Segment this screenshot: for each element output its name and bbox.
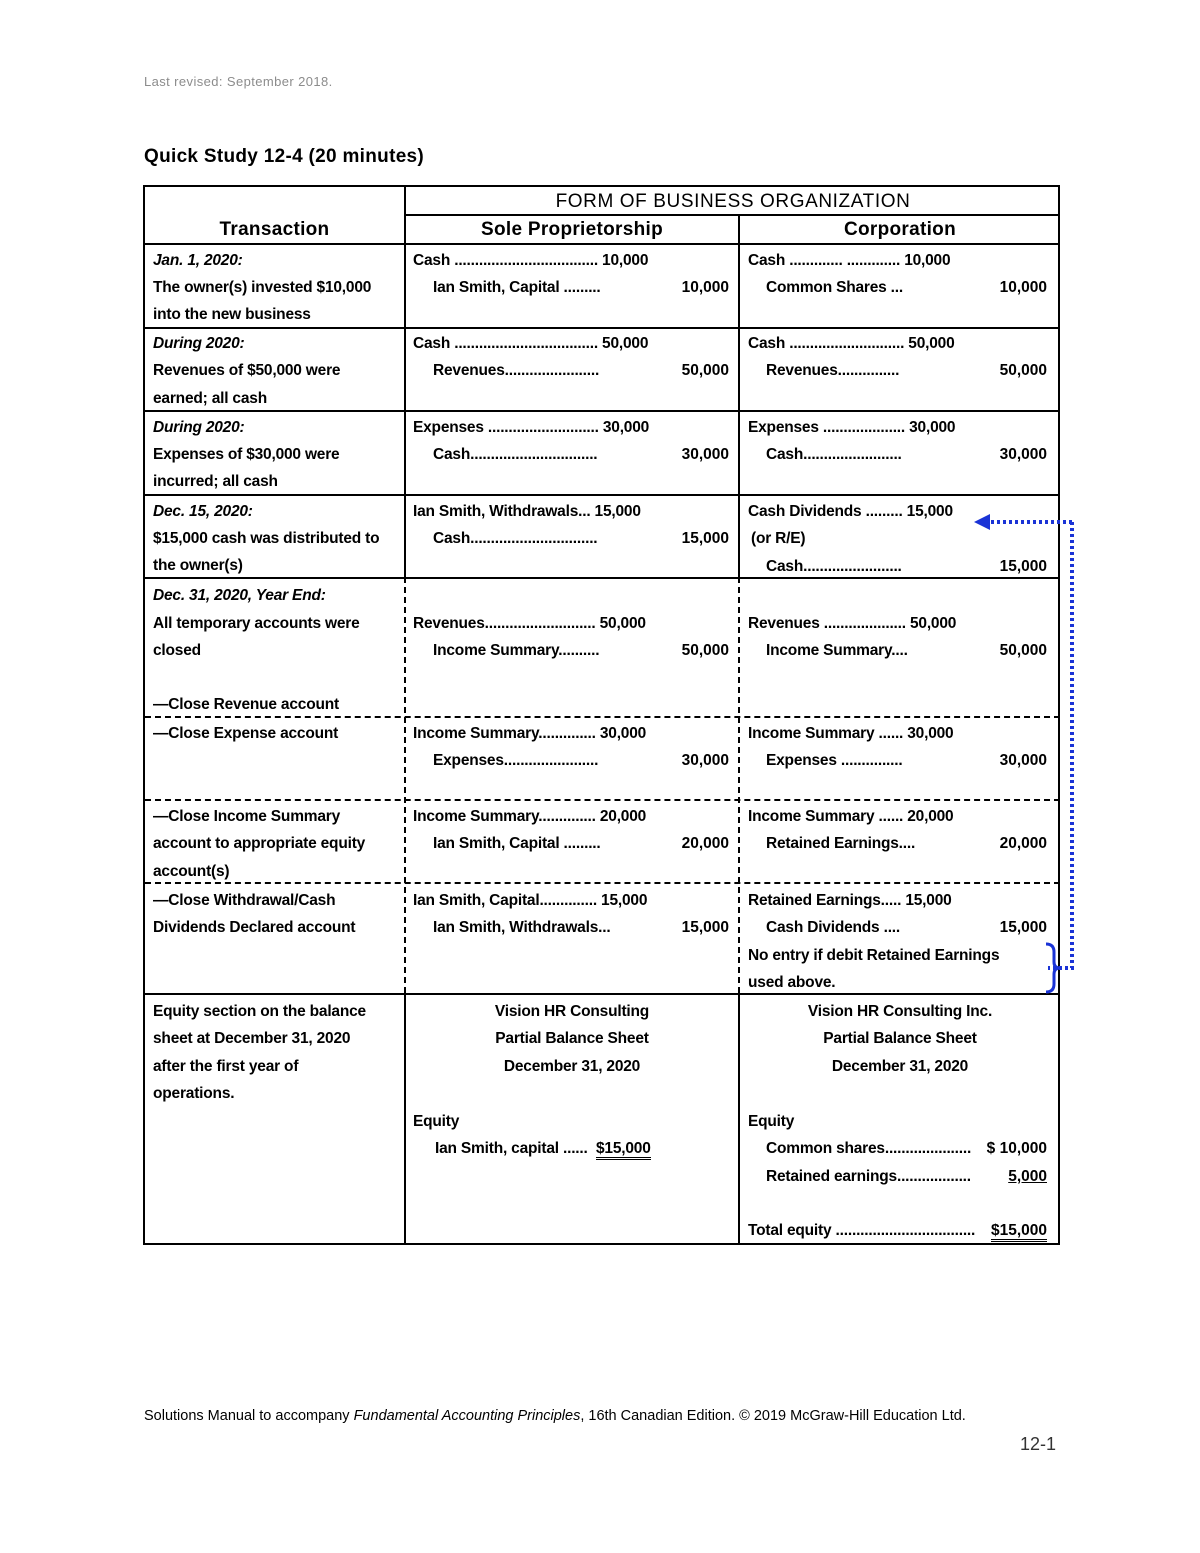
corp-debit-entry: Cash ............. ............. 10,000 (748, 252, 951, 269)
transaction-date: During 2020: (153, 335, 245, 352)
corp-credit-entry: Retained Earnings.... (766, 835, 916, 852)
corp-note: used above. (748, 974, 836, 991)
corp-re-value: 5,000 (1008, 1168, 1047, 1185)
corp-common-amount: $ 10,000 (986, 1140, 1047, 1157)
corp-credit-amount: 30,000 (999, 752, 1047, 769)
sp-debit-entry: Cash ................................... 50,000 (413, 335, 649, 352)
sp-credit-entry: Ian Smith, Capital ......... (433, 835, 601, 852)
footer-prefix: Solutions Manual to accompany (144, 1408, 354, 1424)
sp-debit-entry: Ian Smith, Capital.............. 15,000 (413, 892, 648, 909)
transaction-desc: incurred; all cash (153, 473, 278, 490)
corp-debit-entry: Income Summary ...... 20,000 (748, 808, 954, 825)
transaction-desc: —Close Withdrawal/Cash (153, 892, 336, 909)
transaction-desc: account to appropriate equity (153, 835, 366, 852)
sp-debit-entry: Income Summary.............. 30,000 (413, 725, 647, 742)
corp-debit-entry: Revenues .................... 50,000 (748, 615, 957, 632)
corp-credit-amount: 30,000 (999, 446, 1047, 463)
transaction-desc: —Close Income Summary (153, 808, 341, 825)
transaction-desc: Revenues of $50,000 were (153, 362, 341, 379)
corp-credit-entry: Expenses ............... (766, 752, 903, 769)
transaction-desc: $15,000 cash was distributed to (153, 530, 380, 547)
corp-credit-entry: Revenues............... (766, 362, 900, 379)
transaction-desc: after the first year of (153, 1058, 299, 1075)
sp-debit-entry: Income Summary.............. 20,000 (413, 808, 647, 825)
corp-debit-entry: Retained Earnings..... 15,000 (748, 892, 952, 909)
sp-credit-entry: Revenues....................... (433, 362, 600, 379)
sp-report-date: December 31, 2020 (503, 1058, 641, 1075)
sp-report-name: Partial Balance Sheet (495, 1030, 649, 1047)
corp-credit-amount: 50,000 (999, 642, 1047, 659)
corp-credit-entry: Common Shares ... (766, 279, 903, 296)
sp-credit-entry: Cash............................... (433, 530, 598, 547)
corp-credit-amount: 20,000 (999, 835, 1047, 852)
transaction-desc: Equity section on the balance (153, 1003, 366, 1020)
transaction-desc: Expenses of $30,000 were (153, 446, 340, 463)
sp-credit-entry: Ian Smith, Capital ......... (433, 279, 601, 296)
transaction-date: During 2020: (153, 419, 245, 436)
col-header-sole: Sole Proprietorship (480, 219, 663, 240)
sp-debit-entry: Expenses ........................... 30,000 (413, 419, 650, 436)
transaction-desc: account(s) (153, 863, 230, 880)
corp-debit-entry: Cash ............................ 50,000 (748, 335, 955, 352)
sp-equity-heading: Equity (413, 1113, 460, 1130)
transaction-desc: into the new business (153, 306, 311, 323)
corp-total-value: $15,000 (991, 1222, 1047, 1242)
transaction-desc: —Close Revenue account (153, 696, 339, 713)
transaction-date: Dec. 31, 2020, Year End: (153, 587, 326, 604)
sp-credit-entry: Ian Smith, Withdrawals... (433, 919, 611, 936)
corp-debit-entry: Cash Dividends ......... 15,000 (748, 503, 953, 520)
sp-credit-entry: Expenses....................... (433, 752, 599, 769)
sp-credit-amount: 50,000 (681, 362, 729, 379)
corp-credit-amount: 50,000 (999, 362, 1047, 379)
footer-book-title: Fundamental Accounting Principles (353, 1408, 581, 1424)
corp-report-name: Partial Balance Sheet (823, 1030, 977, 1047)
transaction-desc: the owner(s) (153, 557, 243, 574)
page-title: Quick Study 12-4 (20 minutes) (144, 146, 425, 167)
col-header-transaction: Transaction (219, 219, 330, 240)
transaction-desc: closed (153, 642, 201, 659)
page-number: 12-1 (1020, 1434, 1057, 1454)
sp-capital-line: Ian Smith, capital ...... (435, 1140, 588, 1157)
sp-credit-amount: 50,000 (681, 642, 729, 659)
sp-credit-amount: 15,000 (681, 530, 729, 547)
sp-credit-amount: 30,000 (681, 446, 729, 463)
sp-debit-entry: Revenues........................... 50,000 (413, 615, 646, 632)
transaction-desc: All temporary accounts were (153, 615, 360, 632)
corp-note: No entry if debit Retained Earnings (748, 947, 1000, 964)
corp-credit-entry: Cash........................ (766, 446, 902, 463)
group-header: FORM OF BUSINESS ORGANIZATION (555, 191, 911, 212)
corp-note: (or R/E) (751, 530, 806, 547)
sp-credit-entry: Income Summary.......... (433, 642, 600, 659)
footer-suffix: , 16th Canadian Edition. © 2019 McGraw-Hill Education Ltd. (580, 1408, 966, 1424)
sp-credit-amount: 30,000 (681, 752, 729, 769)
corp-credit-amount: 15,000 (999, 558, 1047, 575)
corp-common-line: Common shares..................... (766, 1140, 972, 1157)
corp-credit-amount: 15,000 (999, 919, 1047, 936)
corp-company-name: Vision HR Consulting Inc. (807, 1003, 993, 1020)
sp-debit-entry: Cash ................................... 10,000 (413, 252, 649, 269)
arrow-head-icon (974, 514, 990, 530)
transaction-desc: sheet at December 31, 2020 (153, 1030, 351, 1047)
transaction-desc: The owner(s) invested $10,000 (153, 279, 372, 296)
corp-debit-entry: Income Summary ...... 30,000 (748, 725, 954, 742)
transaction-desc: earned; all cash (153, 390, 267, 407)
sp-company-name: Vision HR Consulting (494, 1003, 650, 1020)
corp-re-line: Retained earnings.................. (766, 1168, 971, 1185)
sp-credit-entry: Cash............................... (433, 446, 598, 463)
corp-credit-entry: Cash........................ (766, 558, 902, 575)
sp-capital-value: $15,000 (596, 1140, 651, 1160)
corp-credit-amount: 10,000 (999, 279, 1047, 296)
corp-total-line: Total equity .................................. (748, 1222, 976, 1239)
connector-line-icon (1048, 522, 1072, 968)
transaction-desc: —Close Expense account (153, 725, 339, 742)
corp-credit-entry: Income Summary.... (766, 642, 908, 659)
transaction-date: Jan. 1, 2020: (153, 252, 243, 269)
sp-debit-entry: Ian Smith, Withdrawals... 15,000 (413, 503, 641, 520)
last-revised-note: Last revised: September 2018. (144, 74, 333, 89)
footer-citation (144, 1408, 966, 1424)
corp-credit-entry: Cash Dividends .... (766, 919, 901, 936)
sp-credit-amount: 20,000 (681, 835, 729, 852)
corp-debit-entry: Expenses .................... 30,000 (748, 419, 956, 436)
corp-equity-heading: Equity (748, 1113, 795, 1130)
sp-credit-amount: 10,000 (681, 279, 729, 296)
transaction-date: Dec. 15, 2020: (153, 503, 253, 520)
transaction-desc: operations. (153, 1085, 235, 1102)
transaction-desc: Dividends Declared account (153, 919, 356, 936)
corp-report-date: December 31, 2020 (831, 1058, 969, 1075)
sp-credit-amount: 15,000 (681, 919, 729, 936)
col-header-corp: Corporation (843, 219, 956, 240)
